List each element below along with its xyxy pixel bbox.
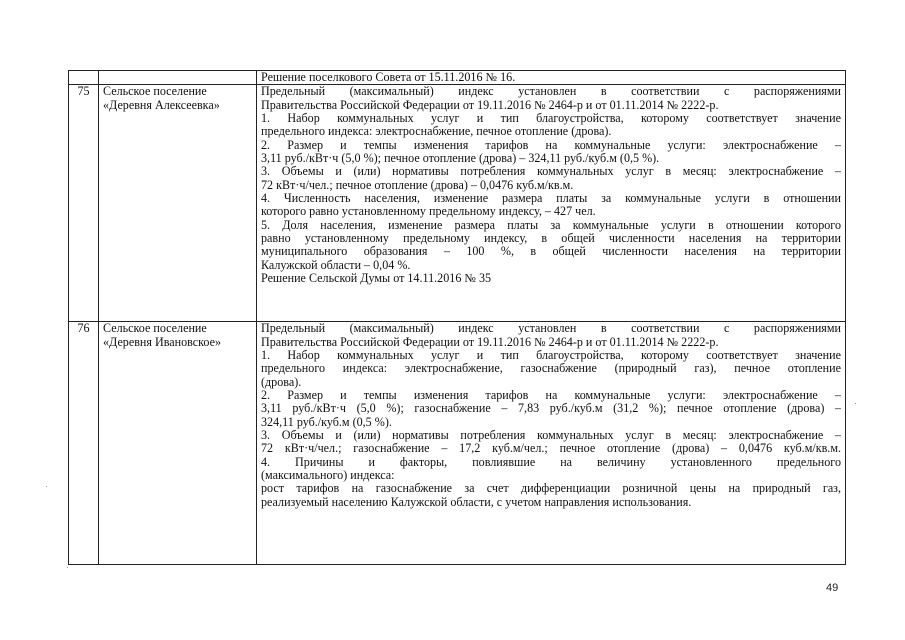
text-line: Правительства Российской Федерации от 19.11.2016 № 2464-р и от 01.11.2014 № 2222-р. — [261, 335, 719, 349]
text-line: предельного индекса: электроснабжение, газоснабжение (природный газ), печное отопление — [261, 362, 841, 376]
text-line: (максимального) индекса: — [261, 469, 395, 483]
text-line: 4. Численность населения, изменение размера платы за коммунальные услуги в отношении — [261, 192, 841, 206]
row-description — [257, 71, 846, 85]
text-line: 2. Размер и темпы изменения тарифов на коммунальные услуги: электроснабжение – — [261, 389, 841, 403]
text-line: 2. Размер и темпы изменения тарифов на коммунальные услуги: электроснабжение – — [261, 138, 841, 152]
name-line: Сельское поселение — [103, 322, 207, 336]
text-line: 3. Объемы и (или) нормативы потребления коммунальных услуг в месяц: электроснабжение – — [261, 429, 841, 443]
text-line: равно установленному предельному индексу, в общей численности населения на территории — [261, 232, 841, 246]
text-line: муниципального образования – 100 %, в общей численности населения на территории — [261, 245, 841, 259]
table-row — [69, 85, 846, 322]
settlement-name — [99, 322, 257, 565]
scan-speck — [67, 567, 68, 568]
text-line: Решение поселкового Совета от 15.11.2016 № 16. — [261, 71, 516, 84]
tariff-table — [68, 70, 846, 565]
text-line: Калужской области – 0,04 %. — [261, 258, 411, 272]
row-number — [69, 71, 99, 85]
name-line: «Деревня Ивановское» — [103, 335, 222, 349]
row-description — [257, 85, 846, 322]
row-number: 75 — [69, 85, 99, 322]
text-line: реализуемый населению Калужской области, с учетом направления использования. — [261, 495, 692, 509]
text-line: Предельный (максимальный) индекс установлен в соответствии с распоряжениями — [261, 85, 841, 99]
settlement-name — [99, 85, 257, 322]
text-line: 72 кВт·ч/чел.; газоснабжение – 17,2 куб.м/чел.; печное отопление (дрова) – 0,0476 куб.м/кв.м. — [261, 442, 841, 456]
text-line: Предельный (максимальный) индекс установлен в соответствии с распоряжениями — [261, 322, 841, 336]
text-line: рост тарифов на газоснабжение за счет дифференциации розничной цены на природный газ, — [261, 482, 841, 496]
text-line: 3,11 руб./кВт·ч (5,0 %); печное отопление (дрова) – 324,11 руб./куб.м (0,5 %). — [261, 152, 660, 166]
row-description — [257, 322, 846, 565]
text-line: 324,11 руб./куб.м (0,5 %). — [261, 415, 392, 429]
text-line: предельного индекса: электроснабжение, печное отопление (дрова). — [261, 125, 612, 139]
text-line: 3,11 руб./кВт·ч (5,0 %); газоснабжение – 7,83 руб./куб.м (31,2 %); печное отопление (дрова) – — [261, 402, 841, 416]
name-line: «Деревня Алексеевка» — [103, 98, 220, 112]
table-row — [69, 71, 846, 85]
text-line: 5. Доля населения, изменение размера платы за коммунальные услуги в отношении которого — [261, 218, 841, 232]
text-line: Решение Сельской Думы от 14.11.2016 № 35 — [261, 272, 492, 286]
settlement-name — [99, 71, 257, 85]
scan-speck — [855, 403, 856, 404]
text-line: 72 кВт·ч/чел.; печное отопление (дрова) – 0,0476 куб.м/кв.м. — [261, 178, 574, 192]
table-row — [69, 322, 846, 565]
text-line: которого равно установленному предельному индексу, – 427 чел. — [261, 205, 596, 219]
name-line: Сельское поселение — [103, 85, 207, 99]
text-line: 1. Набор коммунальных услуг и тип благоустройства, которому соответствует значение — [261, 112, 841, 126]
text-line: 1. Набор коммунальных услуг и тип благоустройства, которому соответствует значение — [261, 349, 841, 363]
text-line: 4. Причины и факторы, повлиявшие на величину установленного предельного — [261, 455, 841, 469]
text-line: Правительства Российской Федерации от 19.11.2016 № 2464-р и от 01.11.2014 № 2222-р. — [261, 98, 719, 112]
page-number: 49 — [826, 582, 839, 594]
row-number: 76 — [69, 322, 99, 565]
scan-speck — [46, 486, 47, 487]
text-line: (дрова). — [261, 375, 302, 389]
text-line: 3. Объемы и (или) нормативы потребления коммунальных услуг в месяц: электроснабжение – — [261, 165, 841, 179]
